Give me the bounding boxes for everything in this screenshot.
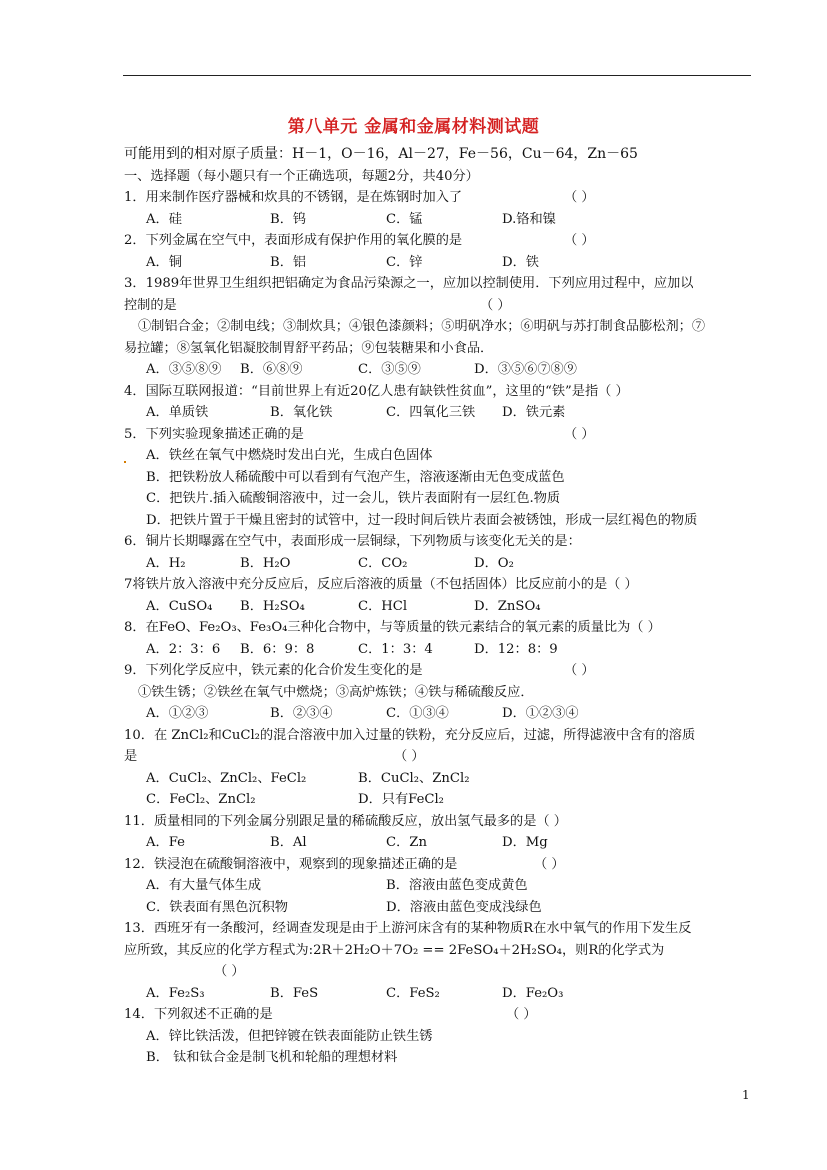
- header-rule: [123, 75, 751, 76]
- option-b: B． 钛和钛合金是制飞机和轮船的理想材料: [146, 1050, 398, 1065]
- question-11: 11．质量相同的下列金属分别跟足量的稀硫酸反应，放出氢气最多的是（ ）: [124, 813, 567, 829]
- option-d: D．Fe₂O₃: [502, 985, 564, 1001]
- option-c: C．CO₂: [358, 555, 408, 571]
- question-12-options-cd: [124, 897, 764, 919]
- exam-body: [124, 144, 764, 1069]
- question-13: 13．西班牙有一条酸河，经调查发现是由于上游河床含有的某种物质R在水中氧气的作用下发生反: [124, 921, 692, 936]
- question-3-list-cont: 易拉罐；⑧氢氧化铝凝胶制胃舒平药品；⑨包装糖果和小食品．: [124, 340, 494, 356]
- question-13-options: [124, 983, 764, 1005]
- option-a: A．CuSO₄: [146, 598, 213, 614]
- question-10-cont: [124, 746, 764, 768]
- question-8-options: [124, 639, 764, 661]
- answer-blank: （ ）: [394, 749, 425, 764]
- option-a: A．硅: [146, 211, 182, 227]
- option-b: B．FeS: [270, 985, 319, 1001]
- question-9-options: [124, 703, 764, 725]
- question-6: 6．铜片长期曝露在空气中，表面形成一层铜绿，下列物质与该变化无关的是：: [124, 534, 581, 549]
- option-c: C．四氧化三铁: [386, 405, 476, 420]
- answer-blank: （ ）: [564, 426, 595, 442]
- page-number: 1: [742, 1088, 750, 1102]
- option-b: B．H₂SO₄: [240, 598, 305, 614]
- question-stem: 是: [124, 749, 138, 764]
- question-10: 10．在 ZnCl₂和CuCl₂的混合溶液中加入过量的铁粉，充分反应后，过滤，所得滤液中含有的溶质: [124, 727, 696, 743]
- option-a: A．单质铁: [146, 405, 209, 420]
- question-3-cont: [124, 295, 764, 317]
- option-c: C．FeS₂: [386, 985, 440, 1001]
- option-a: A．铜: [146, 254, 182, 270]
- question-10-options-ab: [124, 768, 764, 790]
- option-d: D．①②③④: [502, 706, 579, 721]
- option-c: C．锌: [386, 254, 423, 270]
- option-d: D．把铁片置于干燥且密封的试管中，过一段时间后铁片表面会被锈蚀，形成一层红褐色的物质: [146, 512, 698, 528]
- question-3: 3．1989年世界卫生组织把铝确定为食品污染源之一，应加以控制使用．下列应用过程中，应加以: [124, 276, 694, 291]
- question-14: [124, 1004, 764, 1026]
- option-b: B．溶液由蓝色变成黄色: [386, 878, 528, 893]
- option-c: C．③⑤⑨: [358, 362, 421, 377]
- question-12: [124, 854, 764, 876]
- option-c: C．HCl: [358, 598, 408, 614]
- question-4-options: [124, 402, 764, 424]
- answer-blank: （ ）: [534, 856, 565, 872]
- option-c: C．①③④: [386, 706, 449, 721]
- stray-mark: [124, 461, 126, 463]
- question-7: 7将铁片放入溶液中充分反应后，反应后溶液的质量（不包括固体）比反应前小的是（ ）: [124, 577, 638, 592]
- option-c: C．把铁片.插入硫酸铜溶液中，过一会儿，铁片表面附有一层红色.物质: [146, 491, 561, 506]
- option-c: C．Zn: [386, 835, 427, 850]
- question-11-options: [124, 832, 764, 854]
- question-1: [124, 187, 764, 209]
- answer-blank: （ ）: [214, 964, 245, 979]
- option-a: A．①②③: [146, 706, 209, 721]
- option-a: A．2：3：6: [146, 641, 221, 657]
- option-d: D．铁元素: [502, 405, 566, 420]
- question-6-options: [124, 553, 764, 575]
- question-5: [124, 424, 764, 446]
- option-b: B．把铁粉放人稀硫酸中可以看到有气泡产生，溶液逐渐由无色变成蓝色: [146, 469, 565, 485]
- option-a: A．Fe₂S₃: [146, 985, 205, 1001]
- option-d: D．只有FeCl₂: [358, 792, 444, 807]
- option-d: D．12：8：9: [474, 641, 558, 657]
- option-d: D．Mg: [502, 835, 548, 850]
- question-stem: 14．下列叙述不正确的是: [124, 1007, 273, 1022]
- question-stem: 12．铁浸泡在硫酸铜溶液中，观察到的现象描述正确的是: [124, 856, 458, 872]
- option-b: B．H₂O: [240, 555, 291, 571]
- option-a: A．Fe: [146, 835, 185, 850]
- question-3-options: [124, 359, 764, 381]
- option-b: B．铝: [270, 254, 307, 270]
- option-d: D．③⑤⑥⑦⑧⑨: [474, 362, 577, 377]
- question-7-options: [124, 596, 764, 618]
- option-a: A．③⑤⑧⑨: [146, 362, 222, 377]
- question-stem: 5．下列实验现象描述正确的是: [124, 426, 304, 442]
- option-c: C．1：3：4: [358, 641, 433, 657]
- question-2-options: [124, 252, 764, 274]
- atomic-masses: 可能用到的相对原子质量：H－1，O－16，Al－27，Fe－56，Cu－64，Zn－65: [124, 146, 638, 162]
- question-13-cont: 应所致，其反应的化学方程式为:2R＋2H₂O＋7O₂ == 2FeSO₄＋2H₂SO₄，则R的化学式为: [124, 942, 665, 958]
- question-stem: 2．下列金属在空气中，表面形成有保护作用的氧化膜的是: [124, 233, 463, 248]
- question-1-options: [124, 209, 764, 231]
- option-a: A．铁丝在氧气中燃烧时发出白光，生成白色固体: [146, 448, 433, 463]
- question-12-options-ab: [124, 875, 764, 897]
- option-c: C．锰: [386, 211, 423, 227]
- page-title: 第八单元 金属和金属材料测试题: [287, 117, 540, 137]
- question-9: [124, 660, 764, 682]
- option-d: D.铬和镍: [502, 211, 556, 227]
- section-heading: 一、选择题（每小题只有一个正确选项，每题2分，共40分）: [124, 168, 479, 184]
- question-2: [124, 230, 764, 252]
- answer-blank: （ ）: [564, 663, 595, 678]
- option-a: A．锌比铁活泼，但把锌镀在铁表面能防止铁生锈: [146, 1028, 433, 1044]
- option-a: A．有大量气体生成: [146, 878, 262, 893]
- option-c: C．FeCl₂、ZnCl₂: [146, 792, 256, 807]
- option-b: B．Al: [270, 835, 307, 850]
- question-stem: 9．下列化学反应中，铁元素的化合价发生变化的是: [124, 663, 423, 678]
- option-b: B．CuCl₂、ZnCl₂: [358, 770, 470, 786]
- question-4: 4．国际互联网报道：“目前世界上有近20亿人患有缺铁性贫血”，这里的“铁”是指（ ）: [124, 383, 629, 399]
- question-stem: 控制的是: [124, 297, 177, 313]
- option-d: D．铁: [502, 254, 539, 270]
- option-c: C．铁表面有黑色沉积物: [146, 899, 288, 915]
- question-3-list: ①制铝合金；②制电线；③制炊具；④银色漆颜料；⑤明矾净水；⑥明矾与苏打制食品膨松剂；⑦: [138, 319, 706, 334]
- option-a: A．H₂: [146, 555, 186, 571]
- question-9-list: ①铁生锈；②铁丝在氧气中燃烧；③高炉炼铁；④铁与稀硫酸反应．: [138, 684, 534, 700]
- answer-blank: （ ）: [480, 297, 511, 313]
- option-b: B．⑥⑧⑨: [240, 362, 303, 377]
- option-d: D．ZnSO₄: [474, 598, 541, 614]
- option-b: B．②③④: [270, 706, 333, 721]
- question-10-options-cd: [124, 789, 764, 811]
- answer-blank: （ ）: [506, 1007, 537, 1022]
- answer-blank: （ ）: [564, 190, 595, 205]
- question-stem: 1．用来制作医疗器械和炊具的不锈钢，是在炼钢时加入了: [124, 190, 463, 205]
- option-b: B．6：9：8: [240, 641, 315, 657]
- option-b: B．氧化铁: [270, 405, 333, 420]
- answer-blank: （ ）: [564, 233, 595, 248]
- option-d: D．O₂: [474, 555, 514, 571]
- question-8: 8．在FeO、Fe₂O₃、Fe₃O₄三种化合物中，与等质量的铁元素结合的氧元素的质量比为（ ）: [124, 620, 661, 635]
- option-b: B．钨: [270, 211, 307, 227]
- option-a: A．CuCl₂、ZnCl₂、FeCl₂: [146, 770, 307, 786]
- option-d: D．溶液由蓝色变成浅绿色: [386, 899, 542, 915]
